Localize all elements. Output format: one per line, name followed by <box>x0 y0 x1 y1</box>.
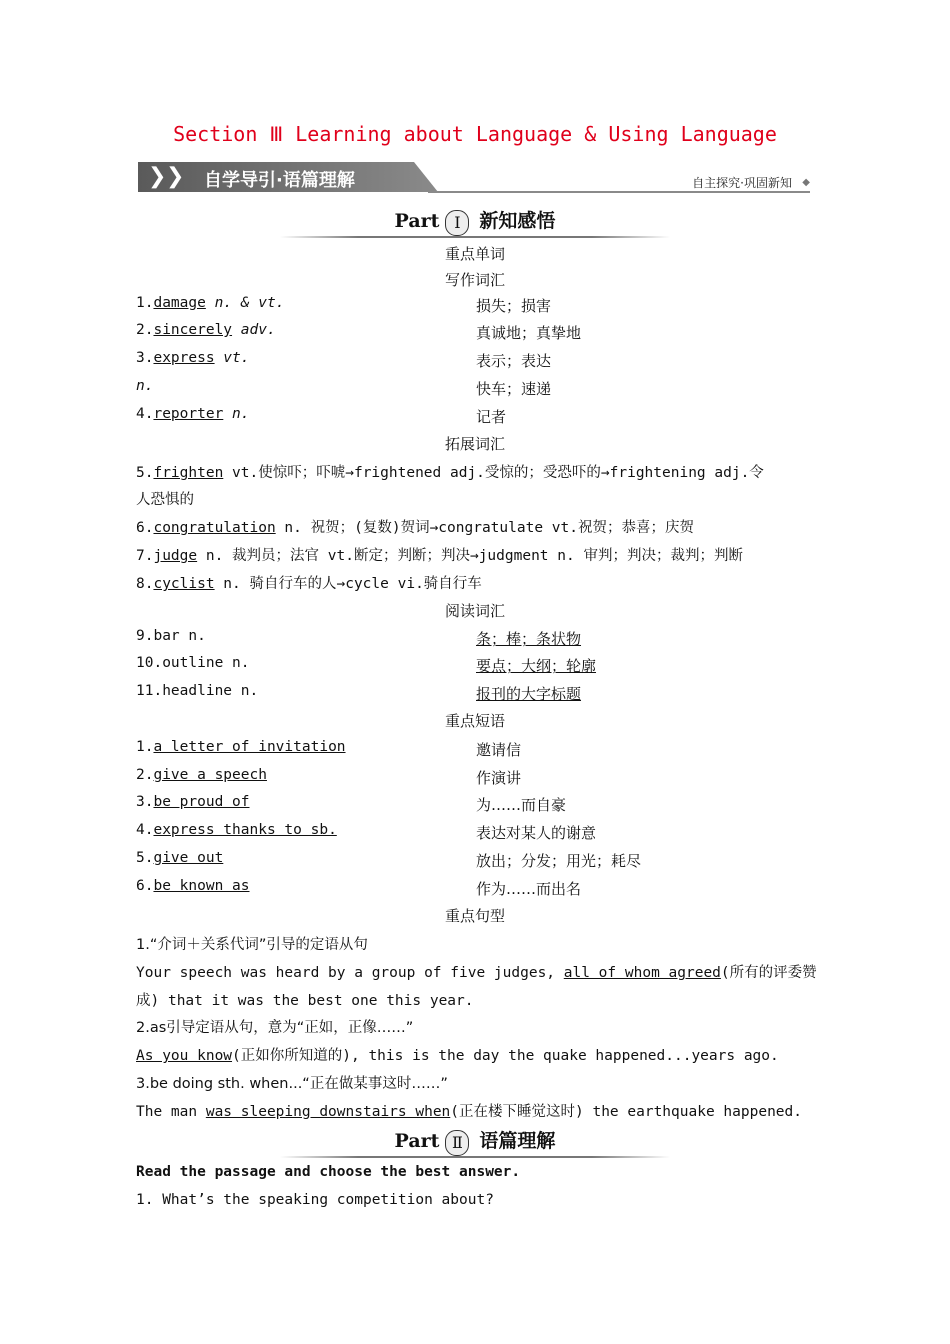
part-rule <box>280 1156 670 1158</box>
example-sentence: Your speech was heard by a group of five judges, all of whom agreed(所有的评委赞 <box>136 965 817 981</box>
list-item-continuation: 人恐惧的 <box>136 492 194 508</box>
list-item: 6.congratulation n. 祝贺；(复数)贺词→congratulate vt.祝贺；恭喜；庆贺 <box>136 520 694 536</box>
chevron-right-icon: ❯ <box>166 164 185 189</box>
list-item: 2.give a speech 作演讲 <box>136 767 522 787</box>
part-number: Ⅱ <box>445 1130 469 1156</box>
page-title: Section Ⅲ Learning about Language & Using Language <box>173 122 777 146</box>
heading-key-phrases: 重点短语 <box>444 712 505 730</box>
instruction-text: Read the passage and choose the best answer. <box>136 1164 521 1180</box>
list-item: 2.sincerely adv. 真诚地；真挚地 <box>136 322 582 342</box>
part-title: 新知感悟 <box>479 210 556 232</box>
heading-key-sentences: 重点句型 <box>444 907 505 925</box>
example-sentence: The man was sleeping downstairs when(正在楼下睡觉这时) the earthquake happened. <box>136 1104 802 1120</box>
example-sentence: As you know(正如你所知道的), this is the day the quake happened...years ago. <box>136 1048 779 1064</box>
part2-heading <box>280 1126 670 1156</box>
heading-key-words: 重点单词 <box>444 245 505 263</box>
list-item: 3.express vt. 表示；表达 <box>136 350 552 370</box>
list-item: 1.a letter of invitation 邀请信 <box>136 739 522 759</box>
chevron-right-icon: ❯ <box>148 164 167 189</box>
list-item: 7.judge n. 裁判员；法官 vt.断定；判断；判决→judgment n. 审判；判决；裁判；判断 <box>136 548 743 564</box>
list-item: 5.frighten vt.使惊吓；吓唬→frightened adj.受惊的；受恐吓的→frightening adj.令 <box>136 465 764 481</box>
list-item: 9.bar n. 条；棒；条状物 <box>136 628 582 648</box>
list-item: 10.outline n. 要点；大纲；轮廓 <box>136 655 597 675</box>
section-banner <box>138 160 812 196</box>
heading-writing-vocab: 写作词汇 <box>444 271 505 289</box>
part1-heading <box>280 206 670 236</box>
part-label: Part <box>394 210 440 232</box>
example-sentence-continuation: 成) that it was the best one this year. <box>136 993 474 1009</box>
sentence-pattern-title: 1.“介词＋关系代词”引导的定语从句 <box>136 937 368 953</box>
list-item: 5.give out 放出；分发；用光；耗尽 <box>136 850 642 870</box>
list-item: 6.be known as 作为……而出名 <box>136 878 582 898</box>
banner-right-text: 自主探究·巩固新知 <box>692 176 792 190</box>
diamond-icon: ◆ <box>802 177 810 188</box>
sentence-pattern-title: 2.as引导定语从句，意为“正如，正像……” <box>136 1020 414 1036</box>
sentence-pattern-title: 3.be doing sth. when...“正在做某事这时……” <box>136 1076 448 1092</box>
question-1: 1. What’s the speaking competition about? <box>136 1192 494 1208</box>
heading-reading-vocab: 阅读词汇 <box>444 602 505 620</box>
part-title: 语篇理解 <box>479 1130 556 1152</box>
list-item: 11.headline n. 报刊的大字标题 <box>136 683 582 703</box>
list-item: 1.damage n. & vt. 损失；损害 <box>136 295 552 315</box>
list-item: 4.express thanks to sb. 表达对某人的谢意 <box>136 822 597 842</box>
list-item: n. 快车；速递 <box>136 378 552 398</box>
heading-extended-vocab: 拓展词汇 <box>444 435 505 453</box>
banner-left-text: 自学导引·语篇理解 <box>204 170 355 191</box>
banner-divider <box>428 191 810 193</box>
part-rule <box>280 236 670 238</box>
part-label: Part <box>394 1130 440 1152</box>
list-item: 4.reporter n. 记者 <box>136 406 507 426</box>
list-item: 3.be proud of 为……而自豪 <box>136 794 567 814</box>
part-number: Ⅰ <box>445 210 469 236</box>
list-item: 8.cyclist n. 骑自行车的人→cycle vi.骑自行车 <box>136 576 482 592</box>
